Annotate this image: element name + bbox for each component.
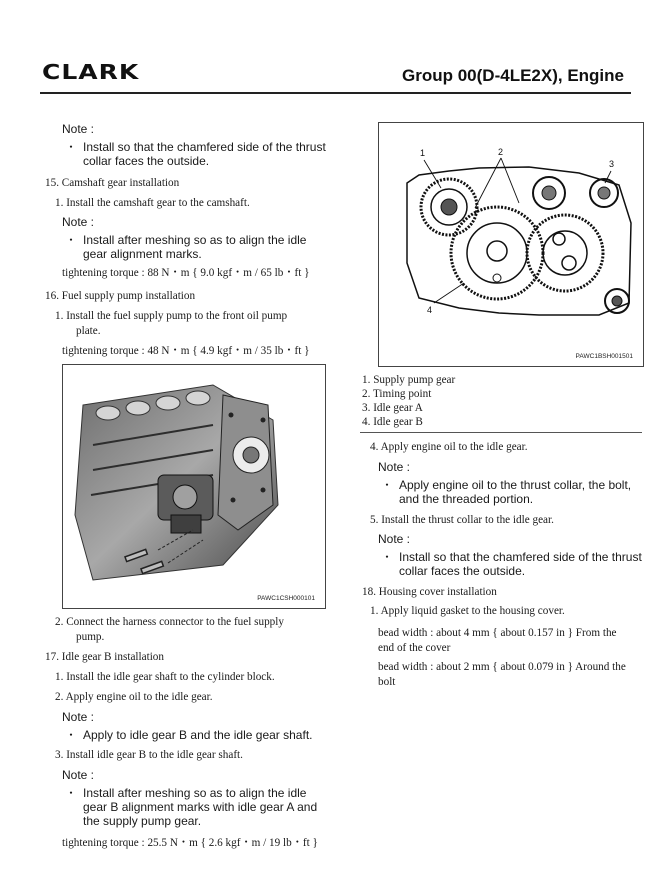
legend-divider	[360, 432, 642, 433]
bullet-line: Install so that the chamfered side of the thrust	[83, 140, 326, 154]
spec-line: end of the cover	[378, 642, 451, 654]
bullet-dot: ・	[381, 550, 394, 564]
step-17-1: 1. Install the idle gear shaft to the cylinder block.	[55, 671, 275, 683]
legend-item: 3. Idle gear A	[362, 402, 423, 414]
callout-1: 1	[420, 148, 426, 158]
figure-gear-train	[378, 122, 644, 367]
bullet-line: and the threaded portion.	[399, 492, 534, 506]
step-17-5: 5. Install the thrust collar to the idle gear.	[370, 514, 554, 526]
bullet-line: the supply pump gear.	[83, 814, 202, 828]
note-bullet	[65, 728, 313, 742]
bullet-dot: ・	[65, 728, 78, 742]
note-bullet	[65, 140, 326, 168]
header-divider	[40, 92, 631, 94]
note-label: Note :	[62, 122, 95, 136]
figure-fuel-pump	[62, 364, 326, 609]
callout-2: 2	[498, 147, 504, 157]
step-16-1	[55, 309, 287, 339]
torque-spec: tightening torque : 48 N・m { 4.9 kgf・m / 35 lb・ft }	[62, 345, 310, 357]
step-line: 1. Install the fuel supply pump to the front oil pump	[55, 310, 288, 322]
note-label: Note :	[62, 768, 95, 782]
bullet-dot: ・	[65, 786, 78, 800]
step-line: pump.	[76, 631, 105, 643]
figure-code: PAWC1CSH000101	[257, 595, 315, 602]
gear-train-illustration	[379, 123, 643, 366]
legend-item: 2. Timing point	[362, 388, 432, 400]
bullet-line: Install after meshing so as to align the idle	[83, 233, 307, 247]
engine-block-illustration	[63, 365, 325, 608]
clark-logo: CLARK	[42, 60, 140, 84]
bullet-dot: ・	[65, 140, 78, 154]
bullet-line: collar faces the outside.	[83, 154, 210, 168]
spec-line: bolt	[378, 676, 396, 688]
note-bullet	[381, 478, 632, 506]
step-heading-17: 17. Idle gear B installation	[45, 651, 164, 663]
note-label: Note :	[378, 460, 411, 474]
spec-line: bead width : about 2 mm { about 0.079 in } Around the	[378, 661, 626, 673]
callout-3: 3	[609, 159, 615, 169]
bullet-line: Install so that the chamfered side of the thrust	[399, 550, 642, 564]
bullet-line: Apply engine oil to the thrust collar, the bolt,	[399, 478, 632, 492]
step-heading-16: 16. Fuel supply pump installation	[45, 290, 196, 302]
legend-item: 4. Idle gear B	[362, 416, 423, 428]
step-17-3: 3. Install idle gear B to the idle gear shaft.	[55, 749, 243, 761]
step-17-2: 2. Apply engine oil to the idle gear.	[55, 691, 213, 703]
bullet-line: collar faces the outside.	[399, 564, 526, 578]
note-label: Note :	[62, 710, 95, 724]
page-title: Group 00(D-4LE2X), Engine	[402, 66, 624, 85]
figure-code: PAWC1BSH001501	[575, 353, 633, 360]
note-bullet	[65, 233, 307, 261]
spec-line: bead width : about 4 mm { about 0.157 in } From the	[378, 627, 617, 639]
bullet-line: Apply to idle gear B and the idle gear shaft.	[83, 728, 313, 742]
step-line: 2. Connect the harness connector to the fuel supply	[55, 616, 284, 628]
figure-legend	[362, 373, 455, 429]
bead-width-spec	[378, 660, 626, 690]
bullet-dot: ・	[65, 233, 78, 247]
step-17-4: 4. Apply engine oil to the idle gear.	[370, 441, 528, 453]
note-bullet	[65, 786, 318, 828]
legend-item: 1. Supply pump gear	[362, 374, 456, 386]
torque-spec: tightening torque : 25.5 N・m { 2.6 kgf・m / 19 lb・ft }	[62, 837, 318, 849]
bullet-line: gear B alignment marks with idle gear A and	[83, 800, 318, 814]
step-heading-18: 18. Housing cover installation	[362, 586, 497, 598]
note-label: Note :	[378, 532, 411, 546]
note-label: Note :	[62, 215, 95, 229]
bullet-line: gear alignment marks.	[83, 247, 202, 261]
step-line: plate.	[76, 325, 101, 337]
torque-spec: tightening torque : 88 N・m { 9.0 kgf・m / 65 lb・ft }	[62, 267, 310, 279]
step-18-1: 1. Apply liquid gasket to the housing cover.	[370, 605, 565, 617]
bullet-line: Install after meshing so as to align the idle	[83, 786, 307, 800]
bead-width-spec	[378, 626, 617, 656]
step-heading-15: 15. Camshaft gear installation	[45, 177, 180, 189]
step-15-1: 1. Install the camshaft gear to the camshaft.	[55, 197, 250, 209]
bullet-dot: ・	[381, 478, 394, 492]
step-16-2	[55, 615, 284, 645]
callout-4: 4	[427, 305, 433, 315]
note-bullet	[381, 550, 642, 578]
